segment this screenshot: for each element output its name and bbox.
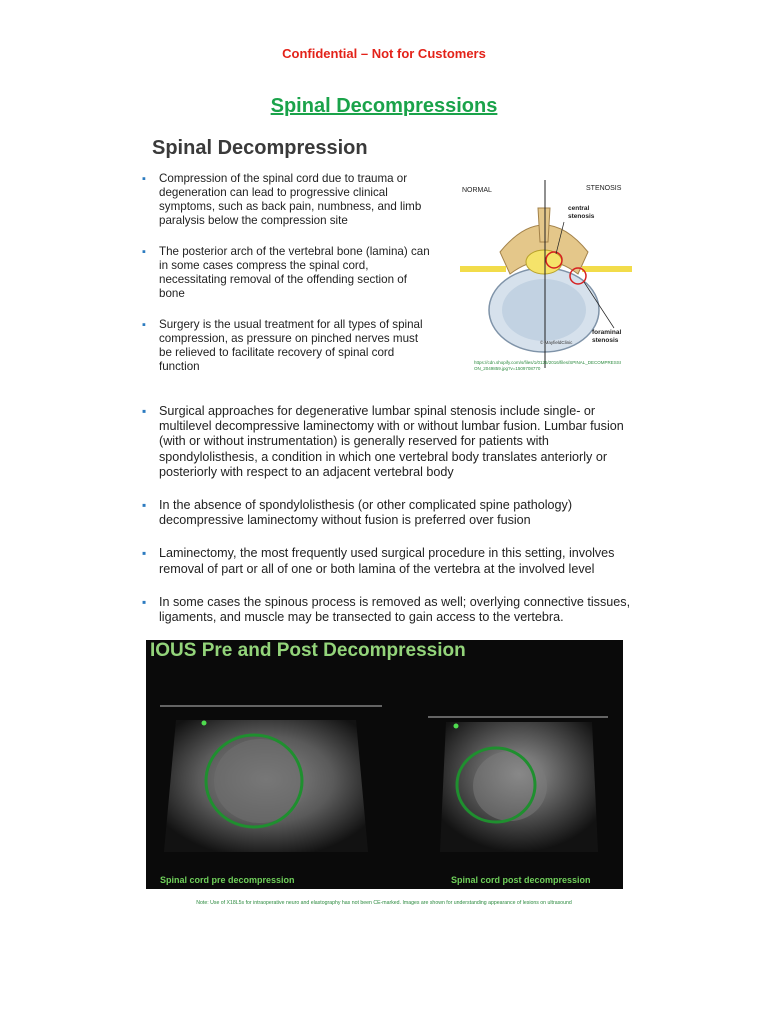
stenosis-label: STENOSIS [586,185,622,192]
post-caption: Spinal cord post decompression [451,875,591,885]
vertebra-stenosis-illustration [458,178,638,378]
list-item: ▪ Surgical approaches for degenerative lumbar spinal stenosis include single- or multilevel decompressive laminectomy with or without lumbar fusion. Lumbar fusion (with or without instrumentation) is generally reserved for patients with spondylolisthesis, a condition in which one vertebral body translates anteriorly or posteriorly with respect to an adjacent vertebral body [142,404,624,479]
spinous-process-shape [538,208,550,242]
bullet-icon: ▪ [142,173,146,185]
figure-source-url: https://cdn.shopify.com/s/files/1/0125/2016/files/SPINAL_DECOMPRESSION_2049859.jpg?v=1509708770 [474,360,621,371]
slide-bullet-list [142,172,432,391]
slide-heading: Spinal Decompression [152,137,368,159]
confidential-label: Confidential – Not for Customers [282,46,486,61]
bullet-icon: ▪ [142,546,147,561]
body-bullet-list [142,404,642,643]
list-item: ▪ In the absence of spondylolisthesis (or other complicated spine pathology) decompressive laminectomy without fusion is preferred over fusion [142,498,573,528]
bullet-icon: ▪ [142,498,147,513]
list-item: ▪ The posterior arch of the vertebral bone (lamina) can in some cases compress the spinal cord, necessitating removal of the offending section of bone [142,245,430,300]
bullet-icon: ▪ [142,594,147,609]
ious-slide [146,640,623,889]
copyright-label: © MayfieldClinic [540,340,573,345]
ious-title: IOUS Pre and Post Decompression [150,640,466,661]
normal-label: NORMAL [462,187,492,194]
ultrasound-images [146,640,623,889]
disc-shape [502,279,586,341]
bullet-icon: ▪ [142,404,147,418]
nerve-root-right [582,266,632,272]
pre-caption: Spinal cord pre decompression [160,875,295,885]
list-item: ▪ Laminectomy, the most frequently used surgical procedure in this setting, involves removal of part or all of one or both lamina of the vertebra at the involved level [142,546,615,576]
central-label-1: central [568,205,590,212]
bullet-icon: ▪ [142,246,146,258]
spinal-cord-shape [526,250,562,274]
footnote: Note: Use of X18L5s for intraoperative neuro and elastography has not been CE-marked. Images are shown for understanding appearance of lesions on ultrasound [196,900,572,906]
foraminal-label-2: stenosis [592,337,619,344]
nerve-root-left [460,266,506,272]
central-label-2: stenosis [568,213,595,220]
list-item: ▪ In some cases the spinous process is removed as well; overlying connective tissues, ligaments, and muscle may be transected to gain access to the vertebra. [142,594,631,625]
post-marker-dot [454,724,459,729]
list-item: ▪ Compression of the spinal cord due to trauma or degeneration can lead to progressive clinical symptoms, such as back pain, numbness, and limb paralysis below the compression site [142,172,422,227]
list-item: ▪ Surgery is the usual treatment for all types of spinal compression, as pressure on pinched nerves must be relieved to facilitate recovery of spinal cord function [142,318,423,373]
document-title: Spinal Decompressions [270,95,498,117]
pre-marker-dot [202,721,207,726]
bullet-icon: ▪ [142,319,146,331]
foraminal-label-1: foraminal [592,329,622,336]
